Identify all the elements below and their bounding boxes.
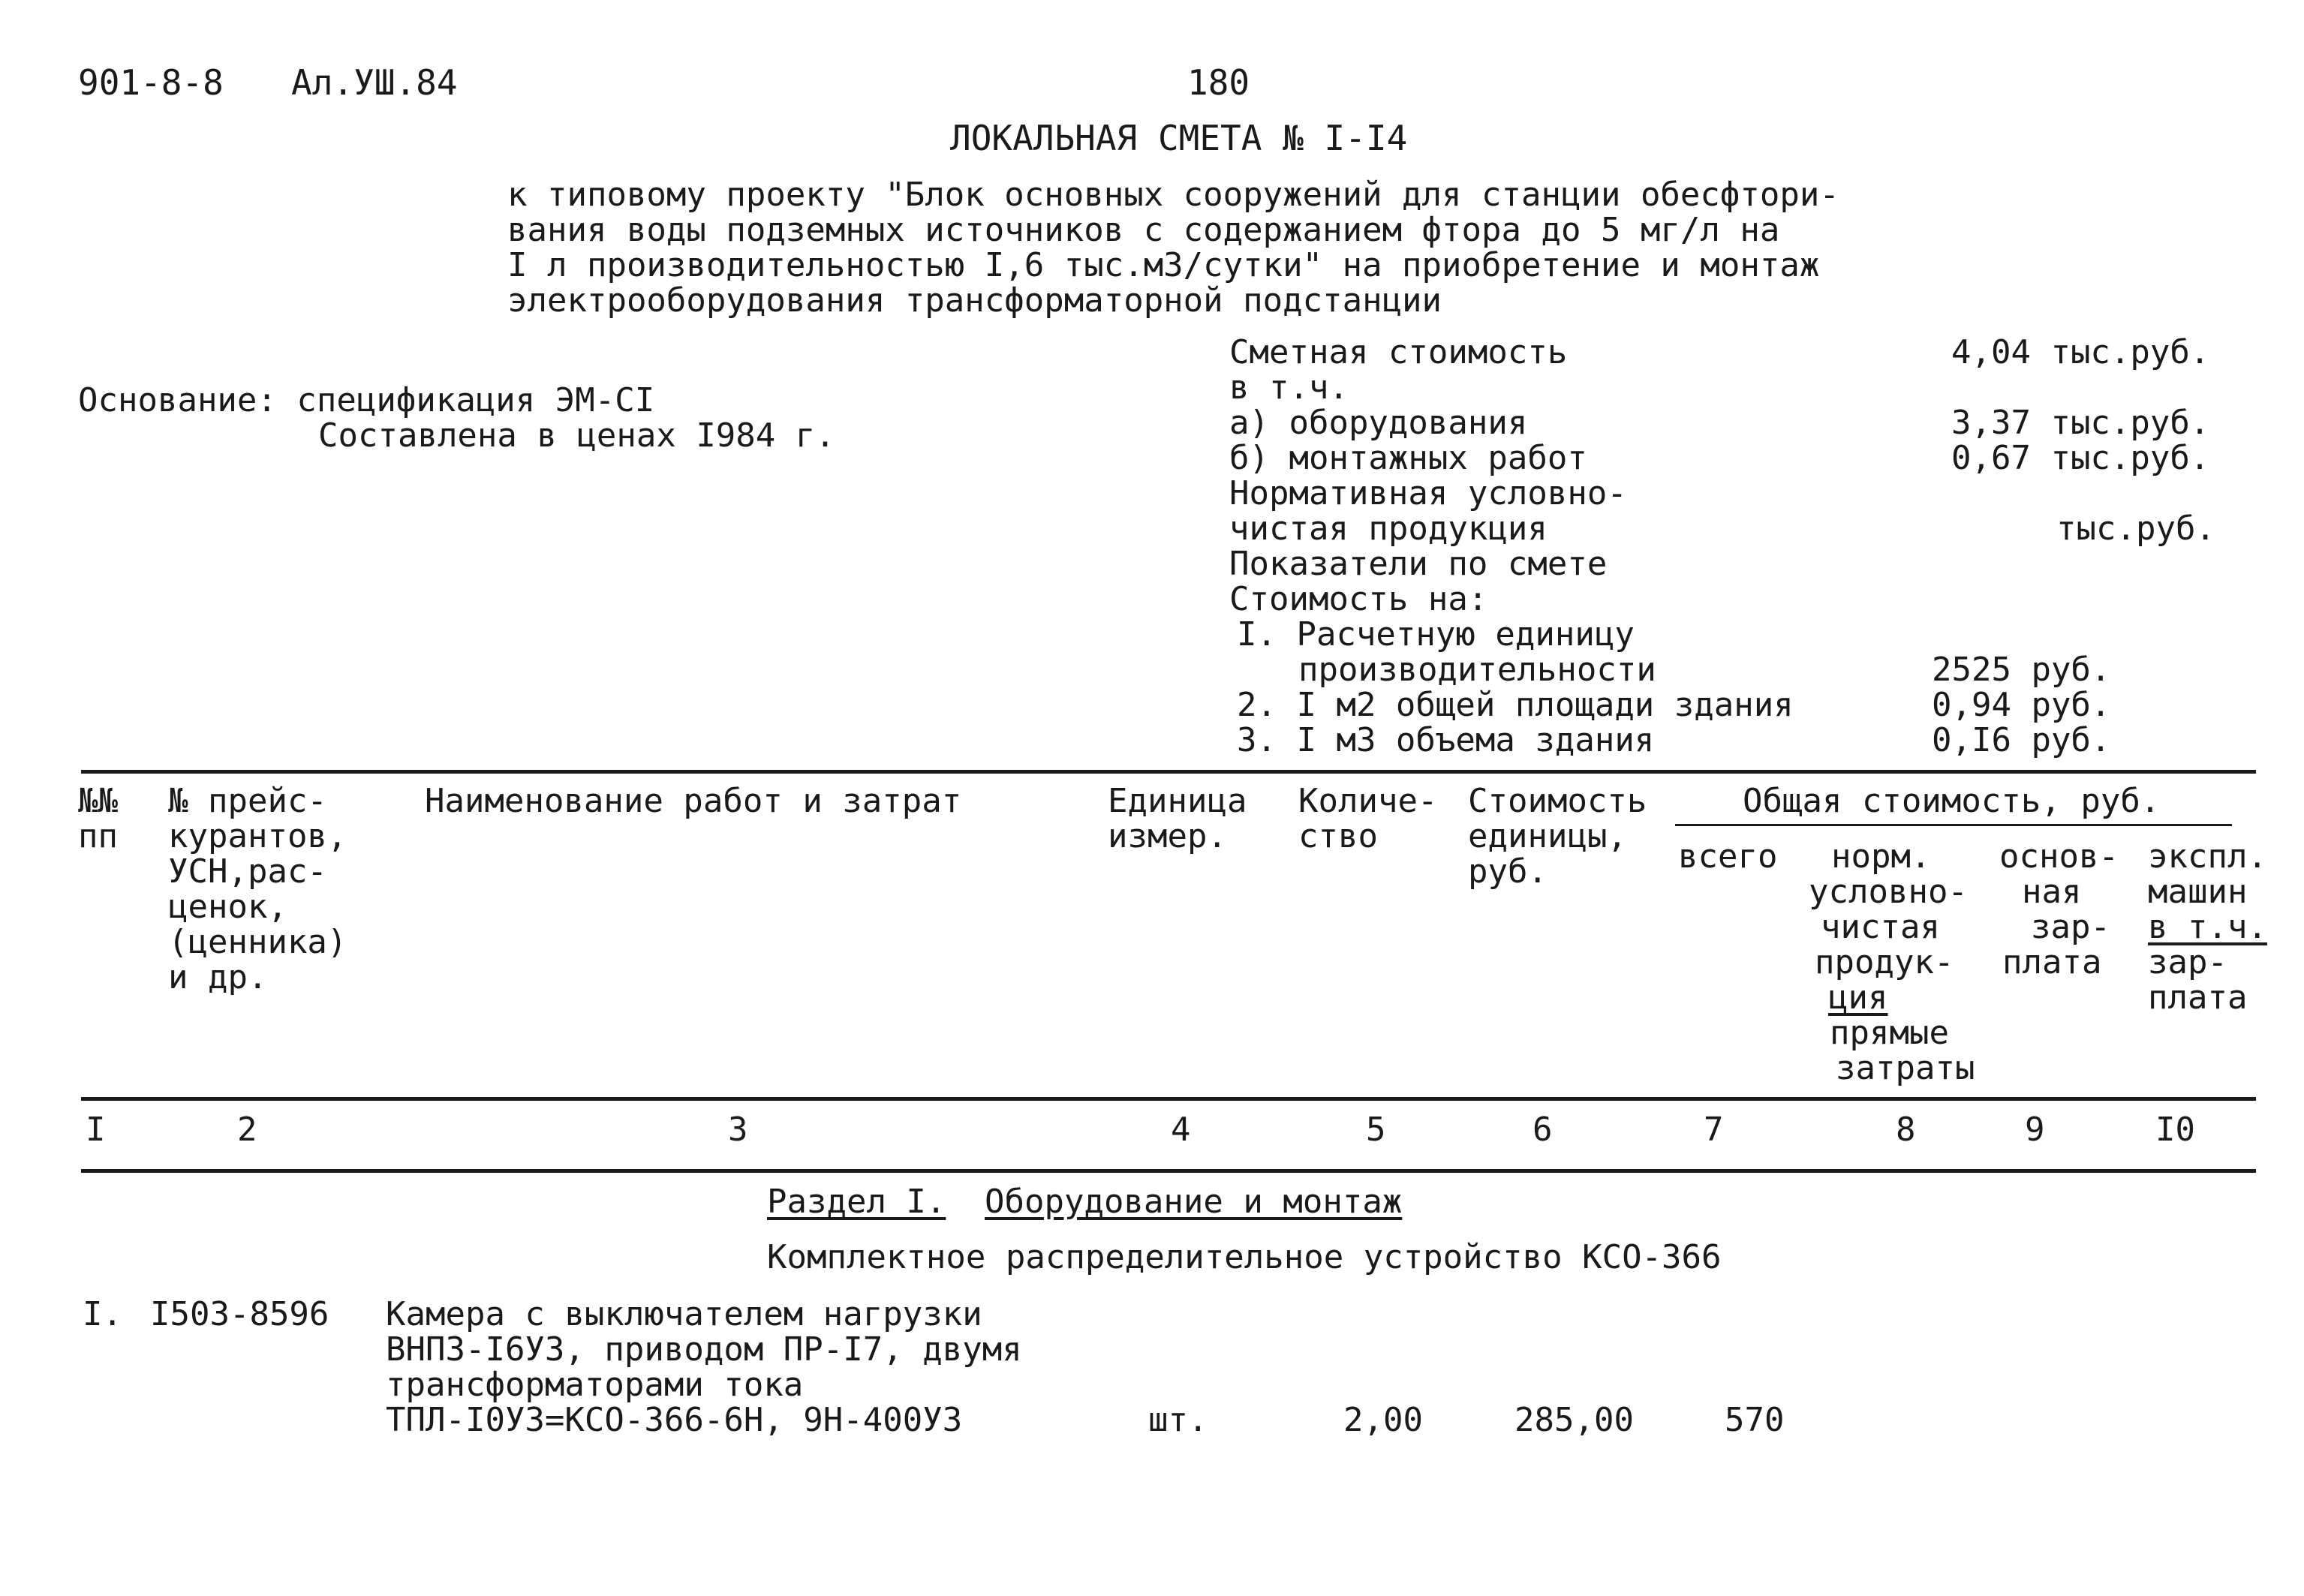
header-col10-line-5: плата <box>2148 978 2248 1017</box>
installation-label: б) монтажных работ <box>1229 439 1587 477</box>
item-total-cost: 570 <box>1725 1401 1785 1439</box>
header-group-total-cost: Общая стоимость, руб. <box>1743 782 2161 820</box>
equipment-value: 3,37 тыс.руб. <box>1951 404 2210 442</box>
item-name-line-4: ТПЛ-I0УЗ=КСО-366-6Н, 9Н-400УЗ <box>386 1401 963 1439</box>
header-col2-line-5: (ценника) <box>168 923 347 961</box>
indicator-1-line-2: производительности <box>1298 651 1656 689</box>
row-number: I. <box>83 1295 122 1333</box>
header-col3: Наименование работ и затрат <box>425 782 962 820</box>
subtitle-line-2: вания воды подземных источников с содержанием фтора до 5 мг/л на <box>507 211 1780 249</box>
header-col2-line-4: ценок, <box>168 888 287 926</box>
header-col8-line-7: затраты <box>1836 1049 1975 1087</box>
estimated-cost-value: 4,04 тыс.руб. <box>1951 333 2210 371</box>
header-col9-line-3: зар- <box>2031 908 2110 946</box>
header-col2-line-3: УСН,рас- <box>168 852 327 891</box>
column-number-2: 2 <box>237 1111 257 1149</box>
section-title-part-2: Оборудование и монтаж <box>985 1183 1403 1221</box>
section-title-part-1: Раздел I. <box>767 1183 946 1221</box>
installation-value: 0,67 тыс.руб. <box>1951 439 2210 477</box>
indicator-3-label: 3. I м3 объема здания <box>1237 721 1655 759</box>
header-col6-line-3: руб. <box>1468 852 1548 891</box>
normative-label-2: чистая продукция <box>1229 509 1548 548</box>
equipment-label: а) оборудования <box>1229 404 1528 442</box>
subtitle-line-4: электрооборудования трансформаторной подстанции <box>507 281 1442 320</box>
subsection-title: Комплектное распределительное устройство КСО-366 <box>767 1238 1722 1276</box>
header-group-rule <box>1675 824 2232 826</box>
estimated-cost-label: Сметная стоимость <box>1229 333 1568 371</box>
column-number-10: I0 <box>2155 1111 2195 1149</box>
header-col10-line-3: в т.ч. <box>2148 908 2267 946</box>
header-col4-line-2: измер. <box>1108 817 1227 855</box>
column-number-9: 9 <box>2025 1111 2045 1149</box>
header-col8-line-6: прямые <box>1830 1014 1949 1052</box>
column-number-7: 7 <box>1704 1111 1724 1149</box>
column-numbers-rule <box>81 1169 2256 1173</box>
price-reference: I503-8596 <box>150 1295 329 1333</box>
table-top-rule <box>81 770 2256 774</box>
item-name-line-3: трансформаторами тока <box>386 1366 804 1404</box>
header-col10-line-4: зар- <box>2148 943 2227 981</box>
header-col2-line-1: № прейс- <box>168 782 327 820</box>
indicators-label: Показатели по смете <box>1229 545 1608 583</box>
album-number: Ал.УШ.84 <box>291 62 458 103</box>
header-col2-line-2: курантов, <box>168 817 347 855</box>
column-number-8: 8 <box>1896 1111 1916 1149</box>
header-col8-line-1: норм. <box>1831 837 1931 876</box>
header-col10-line-1: экспл. <box>2148 837 2267 876</box>
header-col9-line-1: основ- <box>1999 837 2119 876</box>
basis-line-2: Составлена в ценах I984 г. <box>318 416 835 455</box>
indicator-3-value: 0,I6 руб. <box>1932 721 2111 759</box>
item-unit: шт. <box>1148 1401 1208 1439</box>
basis-line-1: Основание: спецификация ЭМ-СI <box>78 381 655 419</box>
header-col10-line-2: машин <box>2148 873 2248 911</box>
subtitle-line-1: к типовому проекту "Блок основных сооружений для станции обесфтори- <box>507 176 1839 214</box>
normative-label-1: Нормативная условно- <box>1229 474 1627 512</box>
header-col7: всего <box>1678 837 1778 876</box>
item-unit-cost: 285,00 <box>1514 1401 1634 1439</box>
subtitle-line-3: I л производительностью I,6 тыс.м3/сутки" на приобретение и монтаж <box>507 246 1820 284</box>
indicator-2-value: 0,94 руб. <box>1932 686 2111 724</box>
column-number-1: I <box>86 1111 106 1149</box>
header-col6-line-1: Стоимость <box>1468 782 1647 820</box>
item-quantity: 2,00 <box>1343 1401 1423 1439</box>
header-bottom-rule <box>81 1097 2256 1101</box>
column-number-4: 4 <box>1171 1111 1191 1149</box>
header-col9-line-2: ная <box>2022 873 2082 911</box>
indicator-2-label: 2. I м2 общей площади здания <box>1237 686 1794 724</box>
header-col1-line-2: пп <box>78 817 118 855</box>
header-col8-line-5: ция <box>1828 978 1888 1017</box>
doc-code: 901-8-8 <box>78 62 224 103</box>
header-col6-line-2: единицы, <box>1468 817 1627 855</box>
incl-label: в т.ч. <box>1229 368 1349 407</box>
normative-value: тыс.руб. <box>2056 509 2215 548</box>
header-col2-line-6: и др. <box>168 958 268 996</box>
header-col9-line-4: плата <box>2002 943 2102 981</box>
header-col8-line-3: чистая <box>1821 908 1940 946</box>
header-col8-line-4: продук- <box>1815 943 1954 981</box>
header-col8-line-2: условно- <box>1809 873 1968 911</box>
header-col4-line-1: Единица <box>1108 782 1247 820</box>
header-col5-line-2: ство <box>1298 817 1378 855</box>
cost-on-label: Стоимость на: <box>1229 580 1488 618</box>
item-name-line-2: ВНПЗ-I6УЗ, приводом ПР-I7, двумя <box>386 1330 1022 1369</box>
page-number: 180 <box>1187 62 1250 103</box>
indicator-1-value: 2525 руб. <box>1932 651 2111 689</box>
header-col1-line-1: №№ <box>78 782 118 820</box>
column-number-3: 3 <box>728 1111 748 1149</box>
column-number-6: 6 <box>1532 1111 1553 1149</box>
document-title: ЛОКАЛЬНАЯ СМЕТА № I-I4 <box>950 118 1408 158</box>
indicator-1-line-1: I. Расчетную единицу <box>1237 615 1635 654</box>
item-name-line-1: Камера с выключателем нагрузки <box>386 1295 982 1333</box>
header-col5-line-1: Количе- <box>1298 782 1438 820</box>
column-number-5: 5 <box>1366 1111 1386 1149</box>
